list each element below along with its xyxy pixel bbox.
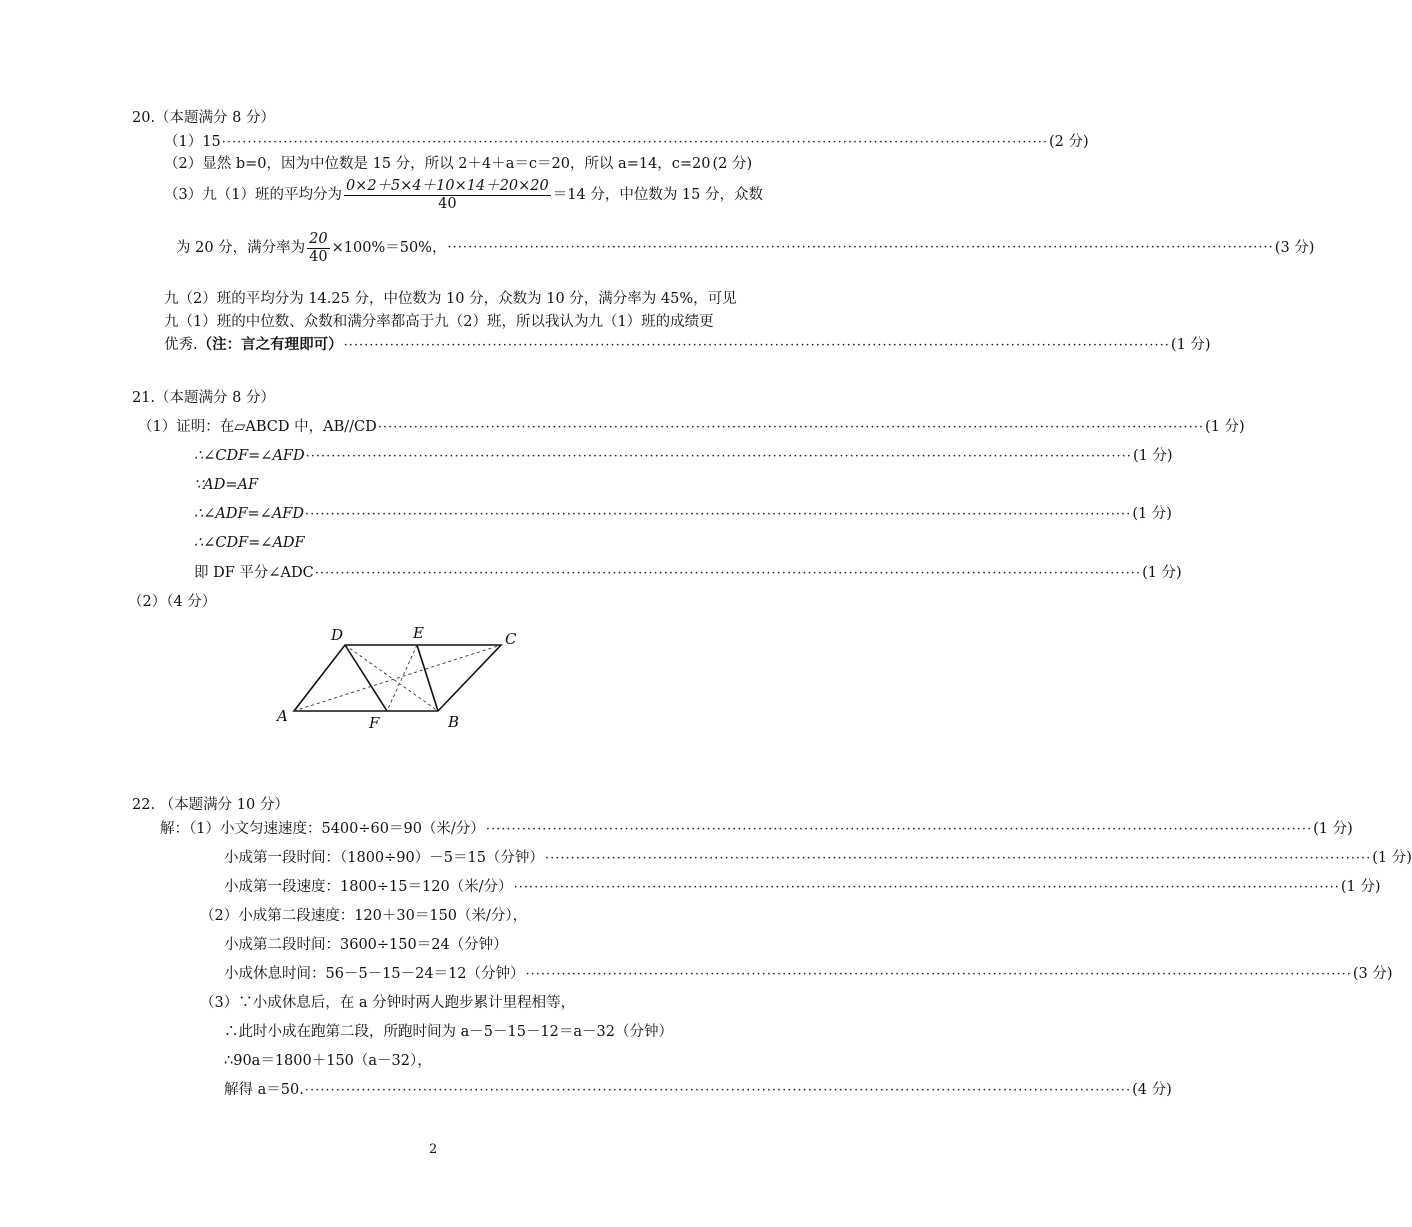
q20-para-line1: 九（2）班的平均分为 14.25 分，中位数为 10 分，众数为 10 分，满分率为 45%，可见 bbox=[164, 291, 737, 307]
q22-line6-points: (3 分) bbox=[1352, 966, 1393, 982]
label-c: C bbox=[505, 630, 517, 648]
q22-line6 bbox=[224, 965, 1393, 984]
q20-part3-suffix: ＝14 分，中位数为 15 分，众数 bbox=[552, 187, 763, 203]
q20-para-line3-points: (1 分) bbox=[1170, 337, 1211, 353]
q21-line4-points: (1 分) bbox=[1132, 506, 1172, 522]
diagonal-ac bbox=[294, 645, 501, 711]
q20-mean-fraction bbox=[344, 178, 551, 213]
q20-part2-points: (2 分) bbox=[712, 156, 753, 172]
q21-line4 bbox=[194, 505, 1172, 524]
segment-ef bbox=[387, 645, 417, 711]
q20-part1-points: (2 分) bbox=[1049, 134, 1089, 150]
label-a: A bbox=[277, 707, 288, 725]
q20-part3b-prefix: 为 20 分，满分率为 bbox=[176, 240, 306, 256]
q20-para-line3 bbox=[164, 336, 1211, 355]
fraction-denominator: 40 bbox=[438, 195, 457, 212]
q21-part2: （2）（4 分） bbox=[128, 594, 217, 610]
q22-line1-text: 解：（1）小文匀速速度：5400÷60＝90（米/分） bbox=[160, 821, 485, 837]
q20-rate-fraction bbox=[307, 231, 329, 266]
q21-header: 21.（本题满分 8 分） bbox=[132, 390, 276, 406]
leader-dots: ································································································································································· bbox=[513, 880, 1340, 895]
q22-line3-text: 小成第一段速度：1800÷15＝120（米/分） bbox=[224, 879, 513, 895]
q21-line3: ∵AD=AF bbox=[194, 477, 259, 493]
q20-part2-text: （2）显然 b=0，因为中位数是 15 分，所以 2＋4＋a＝c＝20，所以 a=14，c=20 bbox=[164, 156, 711, 172]
q22-line2 bbox=[224, 849, 1412, 868]
leader-dots: ································································································································································· bbox=[544, 851, 1372, 866]
q21-line2 bbox=[194, 447, 1173, 466]
leader-dots: ································································································································································· bbox=[305, 507, 1132, 522]
q22-line5: 小成第二段时间：3600÷150＝24（分钟） bbox=[224, 937, 508, 953]
q20-part3b-points: (3 分) bbox=[1274, 240, 1315, 256]
q22-line8: ∴此时小成在跑第二段，所跑时间为 a－5－15－12＝a－32（分钟） bbox=[224, 1024, 673, 1040]
q22-line1-points: (1 分) bbox=[1313, 821, 1353, 837]
q22-line1 bbox=[160, 820, 1353, 839]
q22-line10 bbox=[224, 1081, 1172, 1100]
leader-dots: ································································································································································· bbox=[485, 822, 1313, 837]
segment-eb bbox=[417, 645, 438, 711]
parallelogram-abcd bbox=[294, 645, 501, 711]
q22-line10-text: 解得 a＝50. bbox=[224, 1082, 304, 1098]
fraction-numerator: 0×2＋5×4＋10×14＋20×20 bbox=[345, 177, 549, 194]
q21-line2-text: ∴∠CDF=∠AFD bbox=[194, 448, 305, 464]
q21-line6-text: 即 DF 平分∠ADC bbox=[194, 565, 314, 581]
leader-dots: ································································································································································· bbox=[343, 338, 1170, 353]
leader-dots: ································································································································································· bbox=[304, 1083, 1132, 1098]
leader-dots: ································································································································································· bbox=[314, 566, 1142, 581]
q22-header: 22. （本题满分 10 分） bbox=[132, 797, 289, 813]
q20-part1 bbox=[164, 133, 1089, 152]
q21-line4-text: ∴∠ADF=∠AFD bbox=[194, 506, 304, 522]
q20-part2 bbox=[164, 155, 753, 174]
leader-dots: ································································································································································· bbox=[525, 967, 1352, 982]
q20-para-line3-text: 优秀. bbox=[164, 337, 198, 353]
leader-dots: ································································································································································· bbox=[305, 449, 1132, 464]
leader-dots: ································································································································································· bbox=[377, 420, 1205, 435]
q22-line2-points: (1 分) bbox=[1372, 850, 1412, 866]
q20-part3-line2 bbox=[176, 230, 1315, 266]
leader-dots: ································································································································································· bbox=[447, 240, 1274, 255]
label-e: E bbox=[413, 624, 424, 642]
q22-line3 bbox=[224, 878, 1381, 897]
diagonal-db bbox=[345, 645, 438, 711]
q20-part1-text: （1）15 bbox=[164, 134, 221, 150]
q22-line9: ∴90a＝1800＋150（a－32）， bbox=[224, 1053, 432, 1069]
q20-part3-line1 bbox=[164, 177, 763, 213]
q22-line7: （3）∵小成休息后，在 a 分钟时两人跑步累计里程相等， bbox=[200, 995, 576, 1011]
q22-line3-points: (1 分) bbox=[1340, 879, 1381, 895]
q22-line6-text: 小成休息时间：56－5－15－24＝12（分钟） bbox=[224, 966, 525, 982]
q20-note: （注：言之有理即可） bbox=[197, 336, 343, 353]
q21-line2-points: (1 分) bbox=[1132, 448, 1173, 464]
fraction-numerator: 20 bbox=[309, 230, 328, 247]
q22-line4: （2）小成第二段速度：120＋30＝150（米/分）， bbox=[200, 908, 528, 924]
q21-line6 bbox=[194, 564, 1182, 583]
q21-line1-points: (1 分) bbox=[1205, 419, 1245, 435]
q21-line6-points: (1 分) bbox=[1142, 565, 1182, 581]
q20-part3b-suffix: ×100%＝50%， bbox=[331, 240, 447, 256]
page-number: 2 bbox=[429, 1142, 438, 1157]
segment-df bbox=[345, 645, 387, 711]
fraction-denominator: 40 bbox=[309, 248, 328, 265]
q20-part3-prefix: （3）九（1）班的平均分为 bbox=[164, 187, 342, 203]
label-d: D bbox=[331, 626, 344, 644]
q21-line1-text: （1）证明：在▱ABCD 中，AB//CD bbox=[138, 419, 377, 435]
q20-para-line2: 九（1）班的中位数、众数和满分率都高于九（2）班，所以我认为九（1）班的成绩更 bbox=[164, 314, 714, 330]
q20-header: 20.（本题满分 8 分） bbox=[132, 110, 276, 126]
q21-line5: ∴∠CDF=∠ADF bbox=[194, 535, 305, 551]
q22-line2-text: 小成第一段时间：（1800÷90）－5＝15（分钟） bbox=[224, 850, 544, 866]
q21-line1 bbox=[138, 418, 1245, 437]
leader-dots: ································································································································································· bbox=[221, 135, 1048, 150]
label-b: B bbox=[448, 713, 460, 731]
label-f: F bbox=[369, 714, 380, 732]
q22-line10-points: (4 分) bbox=[1132, 1082, 1172, 1098]
